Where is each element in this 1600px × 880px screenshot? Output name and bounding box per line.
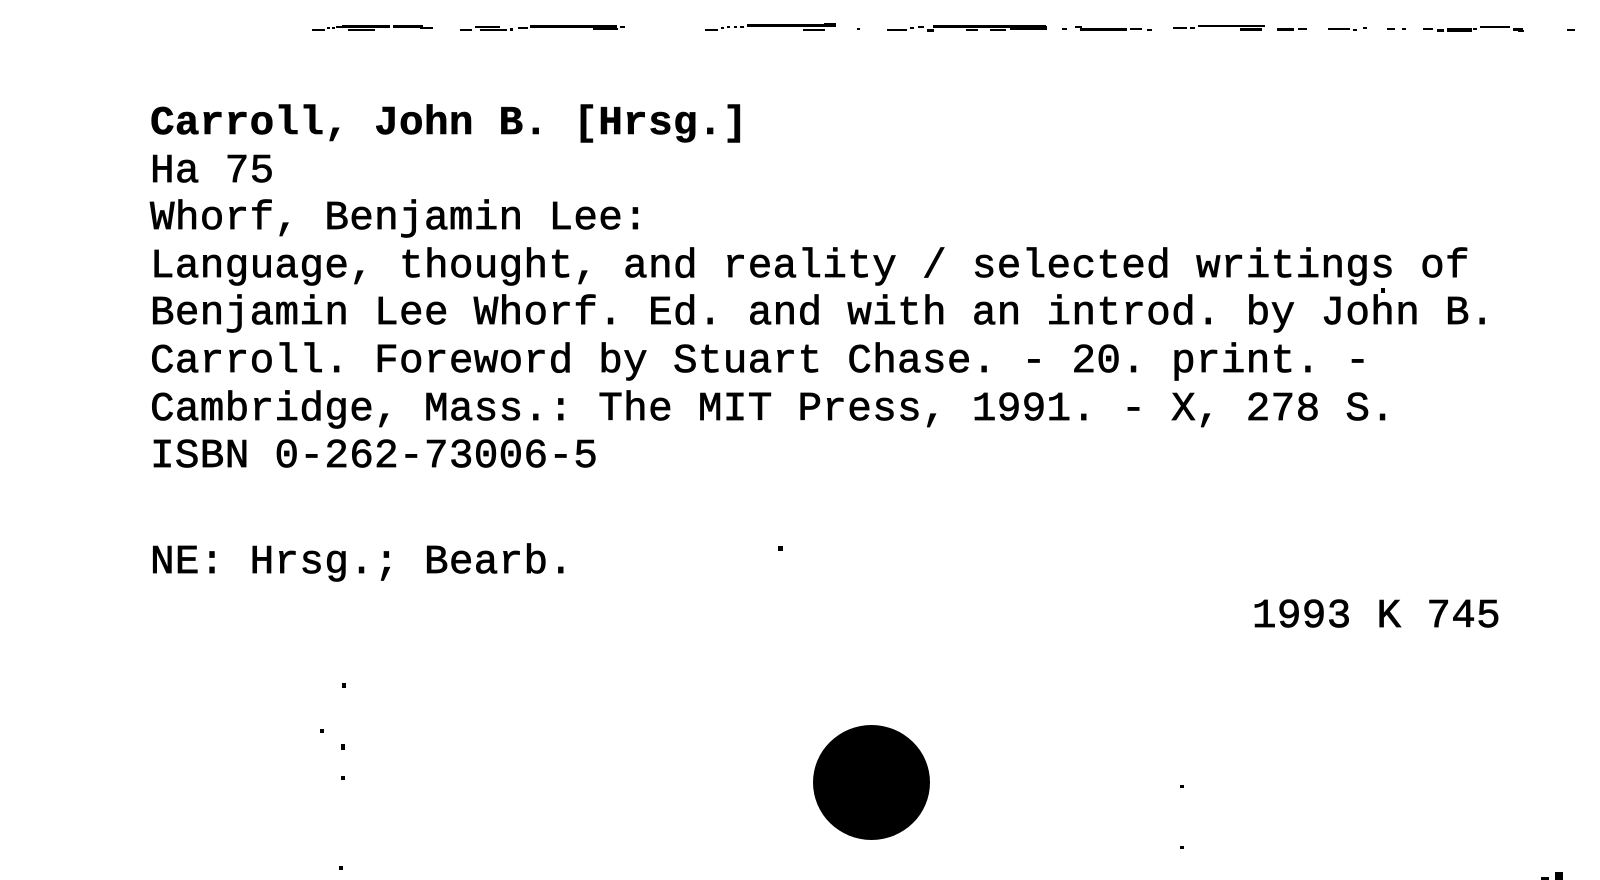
scan-speck-artifact	[1180, 785, 1184, 788]
scan-dash-artifact	[1567, 29, 1575, 31]
scan-dash-artifact	[1423, 28, 1433, 30]
description-line: Carroll. Foreword by Stuart Chase. - 20. print. -	[150, 338, 1371, 385]
scan-dash-artifact	[797, 24, 825, 27]
scan-dash-artifact	[1447, 28, 1472, 32]
scan-dash-artifact	[824, 23, 836, 27]
scan-speck-artifact	[1180, 846, 1184, 849]
scan-dash-artifact	[918, 26, 924, 28]
scan-dash-artifact	[1387, 28, 1395, 30]
scan-dash-artifact	[1190, 27, 1195, 29]
scan-dash-artifact	[1480, 26, 1510, 28]
scan-dash-artifact	[1130, 28, 1142, 30]
scan-dash-artifact	[1473, 28, 1477, 30]
accession-number: 1993 K 745	[1252, 594, 1502, 640]
scan-dash-artifact	[803, 29, 825, 31]
scan-dash-artifact	[1173, 27, 1187, 29]
scan-dash-artifact	[518, 27, 528, 29]
scan-speck-artifact	[339, 866, 343, 870]
scan-dash-artifact	[721, 27, 724, 29]
scan-dash-artifact	[1062, 28, 1067, 30]
scan-dash-artifact	[1277, 28, 1294, 31]
scan-dash-artifact	[1363, 27, 1367, 29]
scan-dash-artifact	[990, 29, 1006, 31]
scan-dash-artifact	[747, 24, 797, 27]
scan-dash-artifact	[475, 26, 500, 28]
scan-dash-artifact	[342, 25, 390, 28]
scan-dash-artifact	[1328, 28, 1350, 30]
scan-speck-artifact	[1555, 872, 1563, 880]
scan-dash-artifact	[1010, 26, 1047, 30]
scan-dash-artifact	[857, 28, 860, 30]
scan-dash-artifact	[1402, 28, 1406, 30]
scan-dash-artifact	[460, 29, 472, 31]
scan-speck-artifact	[778, 546, 783, 551]
scan-speck-artifact	[341, 744, 345, 750]
scan-dash-artifact	[332, 27, 335, 29]
scan-speck-artifact	[320, 729, 324, 733]
note-line: NE: Hrsg.; Bearb.	[150, 540, 574, 586]
isbn-line: ISBN 0-262-73006-5	[150, 434, 599, 481]
scan-dash-artifact	[1240, 28, 1262, 31]
description-line: Language, thought, and reality / selected writings of	[150, 243, 1470, 290]
scan-dash-artifact	[1298, 28, 1307, 30]
scan-dash-artifact	[910, 27, 914, 29]
scan-dash-artifact	[620, 26, 625, 28]
hole-punch-mark	[813, 725, 930, 840]
scan-dash-artifact	[1353, 29, 1357, 31]
scan-dash-artifact	[327, 27, 330, 29]
scan-dash-artifact	[1437, 29, 1444, 32]
scan-speck-artifact	[341, 776, 345, 780]
description-line: Cambridge, Mass.: The MIT Press, 1991. - X, 278 S.	[150, 386, 1396, 433]
scan-dash-artifact	[428, 27, 433, 29]
scan-dash-artifact	[966, 29, 978, 31]
heading-editor-name: Carroll, John B. [Hrsg.]	[150, 101, 748, 147]
author-line: Whorf, Benjamin Lee:	[150, 196, 649, 243]
call-number: Ha 75	[150, 148, 275, 195]
scan-dash-artifact	[1518, 30, 1524, 32]
scan-dash-artifact	[480, 29, 507, 31]
scan-dash-artifact	[927, 29, 934, 32]
scan-dash-artifact	[593, 28, 618, 30]
scan-dash-artifact	[1198, 25, 1265, 27]
scan-dash-artifact	[312, 29, 325, 31]
scan-dash-artifact	[393, 25, 423, 28]
scan-speck-artifact	[342, 683, 346, 688]
scan-dash-artifact	[727, 26, 730, 28]
scan-dash-artifact	[510, 28, 513, 31]
scan-dash-artifact	[740, 26, 744, 28]
scan-dash-artifact	[1080, 28, 1127, 31]
scan-dash-artifact	[348, 29, 375, 31]
description-line: Benjamin Lee Whorf. Ed. and with an introd. by John B.	[150, 291, 1495, 338]
scan-dash-artifact	[887, 29, 907, 31]
card-text-block	[150, 101, 1495, 482]
scan-dash-artifact	[734, 26, 737, 28]
scan-dash-artifact	[705, 29, 718, 31]
scan-dash-artifact	[1147, 29, 1152, 31]
